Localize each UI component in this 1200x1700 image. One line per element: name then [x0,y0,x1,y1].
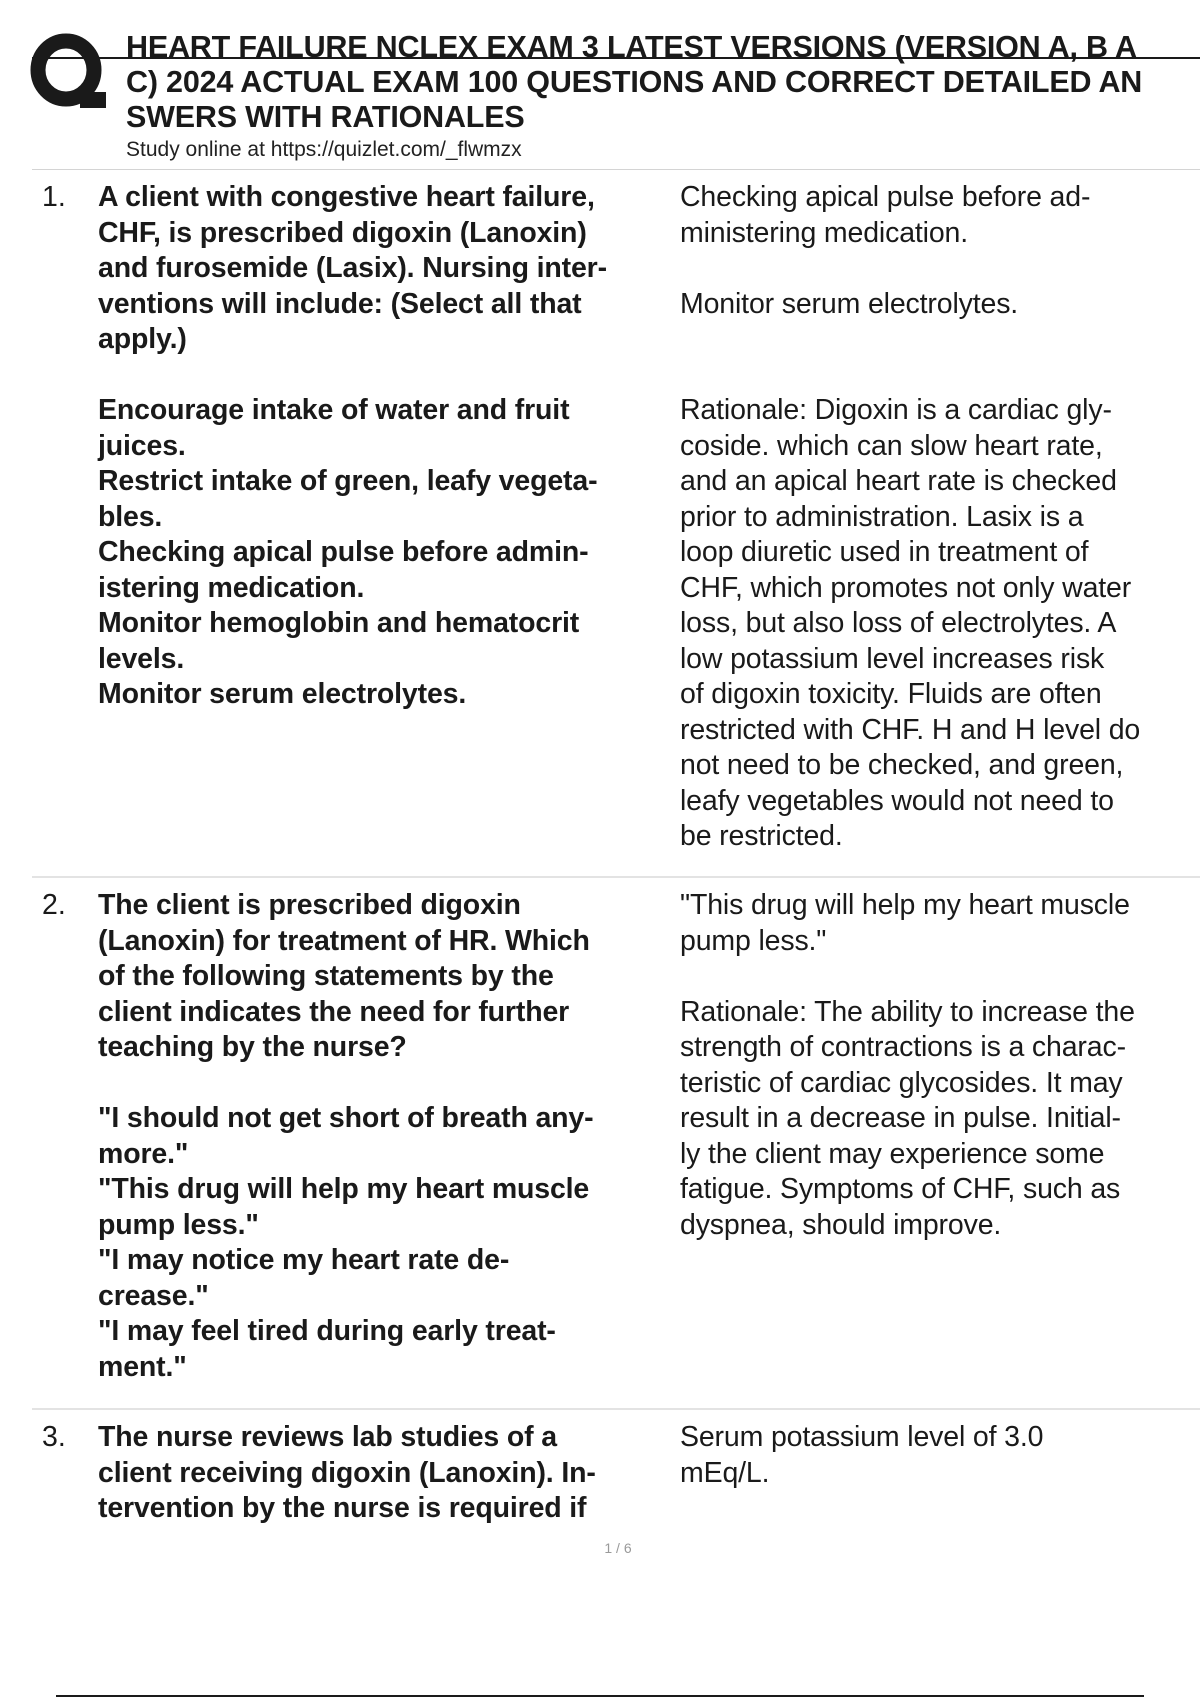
question-row [32,1410,1200,1630]
answer-text: "This drug will help my heart muscle pump less." Rationale: The ability to increase the strength of contractions is a charac- teristic of cardiac glycosides. It may result in a decrease in pulse. Initial- ly the client may experience some fatigue. Symptoms of CHF, such as dyspnea, should improve. [678,878,1198,1408]
question-number: 2. [42,889,66,921]
rationale: Rationale: Digoxin is a cardiac gly- coside. which can slow heart rate, and an apical heart rate is checked prior to administration. Lasix is a loop diuretic used in treatment of CHF, which promotes not only water loss, but also loss of electrolytes. A low potassium level increases risk of digoxin toxicity. Fluids are often restricted with CHF. H and H level do not need to be checked, and green, leafy vegetables would not need to be restricted. [680,394,1141,852]
question-number: 1. [42,181,66,213]
page-indicator: 1 / 6 [604,1540,632,1556]
question-row [32,170,1200,878]
quizlet-logo-icon [30,30,108,112]
rationale: Rationale: The ability to increase the strength of contractions is a charac- teristic of cardiac glycosides. It may result in a decrease in pulse. Initial- ly the client may experience some fatigue. Symptoms of CHF, such as dyspnea, should improve. [680,995,1135,1241]
study-online-link[interactable]: Study online at https://quizlet.com/_flwmzx [126,138,522,161]
page-bottom-rule [56,1695,1144,1697]
question-list [0,170,1200,1630]
question-number: 3. [42,1421,66,1453]
answer-text: Checking apical pulse before ad- ministering medication. Monitor serum electrolytes. Rationale: Digoxin is a cardiac gly- coside. which can slow heart rate, and an apical heart rate is checked prior to administration. Lasix is a loop diuretic used in treatment of CHF, which promotes not only water loss, but also loss of electrolytes. A low potassium level increases risk of digoxin toxicity. Fluids are often restricted with CHF. H and H level do not need to be checked, and green, leafy vegetables would not need to be restricted. [678,170,1198,876]
document-header [0,0,1200,170]
question-text: The client is prescribed digoxin (Lanoxin) for treatment of HR. Which of the following statements by the client indicates the need for further teaching by the nurse? "I should not get short of breath any- more." "This drug will help my heart muscle pump less." "I may notice my heart rate de- crease." "I may feel tired during early treat- ment." [98,878,678,1408]
answer-options: "I should not get short of breath any- more." "This drug will help my heart muscle pump less." "I may notice my heart rate de- crease." "I may feel tired during early treat- ment." [98,1102,594,1383]
answer-options: Encourage intake of water and fruit juices. Restrict intake of green, leafy vegeta- bles. Checking apical pulse before admin- istering medication. Monitor hemoglobin and hematocrit levels. Monitor serum electrolytes. [98,394,598,710]
question-text: The nurse reviews lab studies of a client receiving digoxin (Lanoxin). In- tervention by the nurse is required if [98,1421,596,1524]
answer-text: Serum potassium level of 3.0 mEq/L. [680,1421,1044,1489]
document-title: HEART FAILURE NCLEX EXAM 3 LATEST VERSIONS (VERSION A, B A C) 2024 ACTUAL EXAM 100 QUESTIONS AND CORRECT DETAILED AN SWERS WITH RATIONALES [126,30,1143,134]
question-text: A client with congestive heart failure, CHF, is prescribed digoxin (Lanoxin) and furosemide (Lasix). Nursing inter- ventions will include: (Select all that apply.) Encourage intake of water and fruit juices. Restrict intake of green, leafy vegeta- bles. Checking apical pulse before admin- istering medication. Monitor hemoglobin and hematocrit levels. Monitor serum electrolytes. [98,170,678,876]
question-row [32,878,1200,1410]
